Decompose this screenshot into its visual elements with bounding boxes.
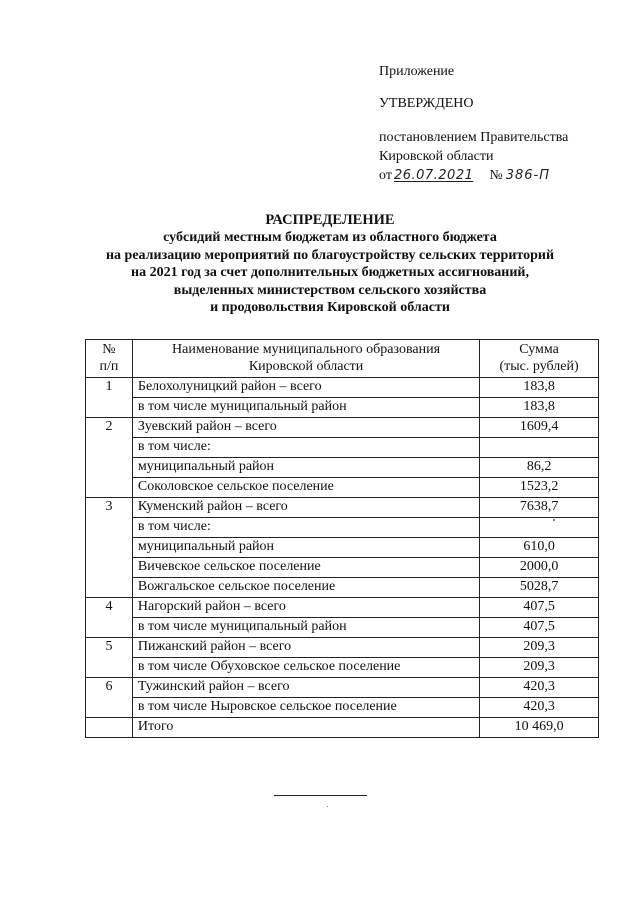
municipality-name: Куменский район – всего bbox=[132, 498, 479, 518]
row-number: 2 bbox=[86, 418, 133, 498]
municipality-name: Пижанский район – всего bbox=[132, 638, 479, 658]
title-line: субсидий местным бюджетам из областного бюджета bbox=[163, 230, 497, 246]
title-line: на реализацию мероприятий по благоустройству сельских территорий bbox=[105, 247, 555, 263]
municipality-name: Белохолуницкий район – всего bbox=[132, 378, 479, 398]
total-empty-cell bbox=[86, 718, 133, 738]
municipality-name: Зуевский район – всего bbox=[132, 418, 479, 438]
municipality-name: Нагорский район – всего bbox=[132, 598, 479, 618]
amount-value: 2000,0 bbox=[480, 558, 599, 578]
total-label: Итого bbox=[132, 718, 479, 738]
amount-value: 7638,7 bbox=[480, 498, 599, 518]
table-row bbox=[86, 578, 599, 598]
row-number: 4 bbox=[86, 598, 133, 638]
table-row bbox=[86, 618, 599, 638]
document-title bbox=[40, 212, 620, 316]
table-row bbox=[86, 678, 599, 698]
table-row bbox=[86, 698, 599, 718]
municipality-name: Тужинский район – всего bbox=[132, 678, 479, 698]
amount-value bbox=[480, 518, 599, 538]
closing-divider bbox=[274, 795, 367, 796]
row-number: 6 bbox=[86, 678, 133, 718]
row-number: 3 bbox=[86, 498, 133, 598]
amount-value: 610,0 bbox=[480, 538, 599, 558]
scan-speck bbox=[327, 806, 328, 807]
appendix-label: Приложение bbox=[379, 64, 455, 79]
amount-value: 183,8 bbox=[480, 378, 599, 398]
table-body bbox=[86, 378, 599, 738]
municipality-name: муниципальный район bbox=[132, 458, 479, 478]
table-row bbox=[86, 398, 599, 418]
table-row bbox=[86, 478, 599, 498]
title-line: и продовольствия Кировской области bbox=[210, 300, 450, 316]
municipality-name: в том числе: bbox=[132, 518, 479, 538]
amount-value: 407,5 bbox=[480, 598, 599, 618]
handwritten-date: 26.07.2021 bbox=[393, 168, 474, 183]
resolution-line-1: постановлением Правительства bbox=[379, 130, 569, 145]
header-sum-line1: Сумма bbox=[519, 342, 559, 357]
municipality-name: в том числе муниципальный район bbox=[132, 398, 479, 418]
table-row bbox=[86, 638, 599, 658]
municipality-name: в том числе: bbox=[132, 438, 479, 458]
amount-value: 1609,4 bbox=[480, 418, 599, 438]
handwritten-number: 386-П bbox=[505, 168, 551, 183]
amount-value: 209,3 bbox=[480, 658, 599, 678]
header-num-line2: п/п bbox=[99, 358, 119, 374]
header-sum bbox=[480, 340, 599, 378]
resolution-line-2: Кировской области bbox=[379, 149, 494, 164]
table-row bbox=[86, 518, 599, 538]
scan-speck bbox=[553, 519, 555, 521]
date-number-line bbox=[379, 166, 619, 185]
row-number: 1 bbox=[86, 378, 133, 418]
municipality-name: Вичевское сельское поселение bbox=[132, 558, 479, 578]
amount-value: 183,8 bbox=[480, 398, 599, 418]
table-row bbox=[86, 558, 599, 578]
header-name-line1: Наименование муниципального образования bbox=[172, 342, 441, 357]
municipality-name: в том числе Ныровское сельское поселение bbox=[132, 698, 479, 718]
municipality-name: Соколовское сельское поселение bbox=[132, 478, 479, 498]
total-row bbox=[86, 718, 599, 738]
date-prefix: от bbox=[379, 168, 392, 183]
municipality-name: в том числе муниципальный район bbox=[132, 618, 479, 638]
header-name-line2: Кировской области bbox=[248, 358, 364, 374]
title-line: выделенных министерством сельского хозяйства bbox=[173, 282, 487, 298]
table-row bbox=[86, 378, 599, 398]
municipality-name: в том числе Обуховское сельское поселение bbox=[132, 658, 479, 678]
number-label: № bbox=[489, 168, 503, 183]
total-amount: 10 469,0 bbox=[480, 718, 599, 738]
distribution-table bbox=[85, 339, 599, 738]
title-line: на 2021 год за счет дополнительных бюджетных ассигнований, bbox=[131, 265, 529, 281]
amount-value bbox=[480, 438, 599, 458]
row-number: 5 bbox=[86, 638, 133, 678]
amount-value: 407,5 bbox=[480, 618, 599, 638]
municipality-name: Вожгальское сельское поселение bbox=[132, 578, 479, 598]
table-row bbox=[86, 658, 599, 678]
header-sum-line2: (тыс. рублей) bbox=[499, 358, 579, 374]
table-row bbox=[86, 438, 599, 458]
table-row bbox=[86, 598, 599, 618]
header-num-line1: № bbox=[102, 342, 116, 357]
municipality-name: муниципальный район bbox=[132, 538, 479, 558]
amount-value: 86,2 bbox=[480, 458, 599, 478]
approved-label: УТВЕРЖДЕНО bbox=[379, 96, 474, 111]
amount-value: 420,3 bbox=[480, 678, 599, 698]
amount-value: 5028,7 bbox=[480, 578, 599, 598]
title-main: РАСПРЕДЕЛЕНИЕ bbox=[265, 212, 395, 228]
approval-block bbox=[379, 62, 619, 185]
table-row bbox=[86, 498, 599, 518]
amount-value: 209,3 bbox=[480, 638, 599, 658]
table-row bbox=[86, 458, 599, 478]
table-row bbox=[86, 538, 599, 558]
table-row bbox=[86, 418, 599, 438]
header-num bbox=[86, 340, 133, 378]
header-name bbox=[132, 340, 479, 378]
amount-value: 420,3 bbox=[480, 698, 599, 718]
table-header-row bbox=[86, 340, 599, 378]
amount-value: 1523,2 bbox=[480, 478, 599, 498]
